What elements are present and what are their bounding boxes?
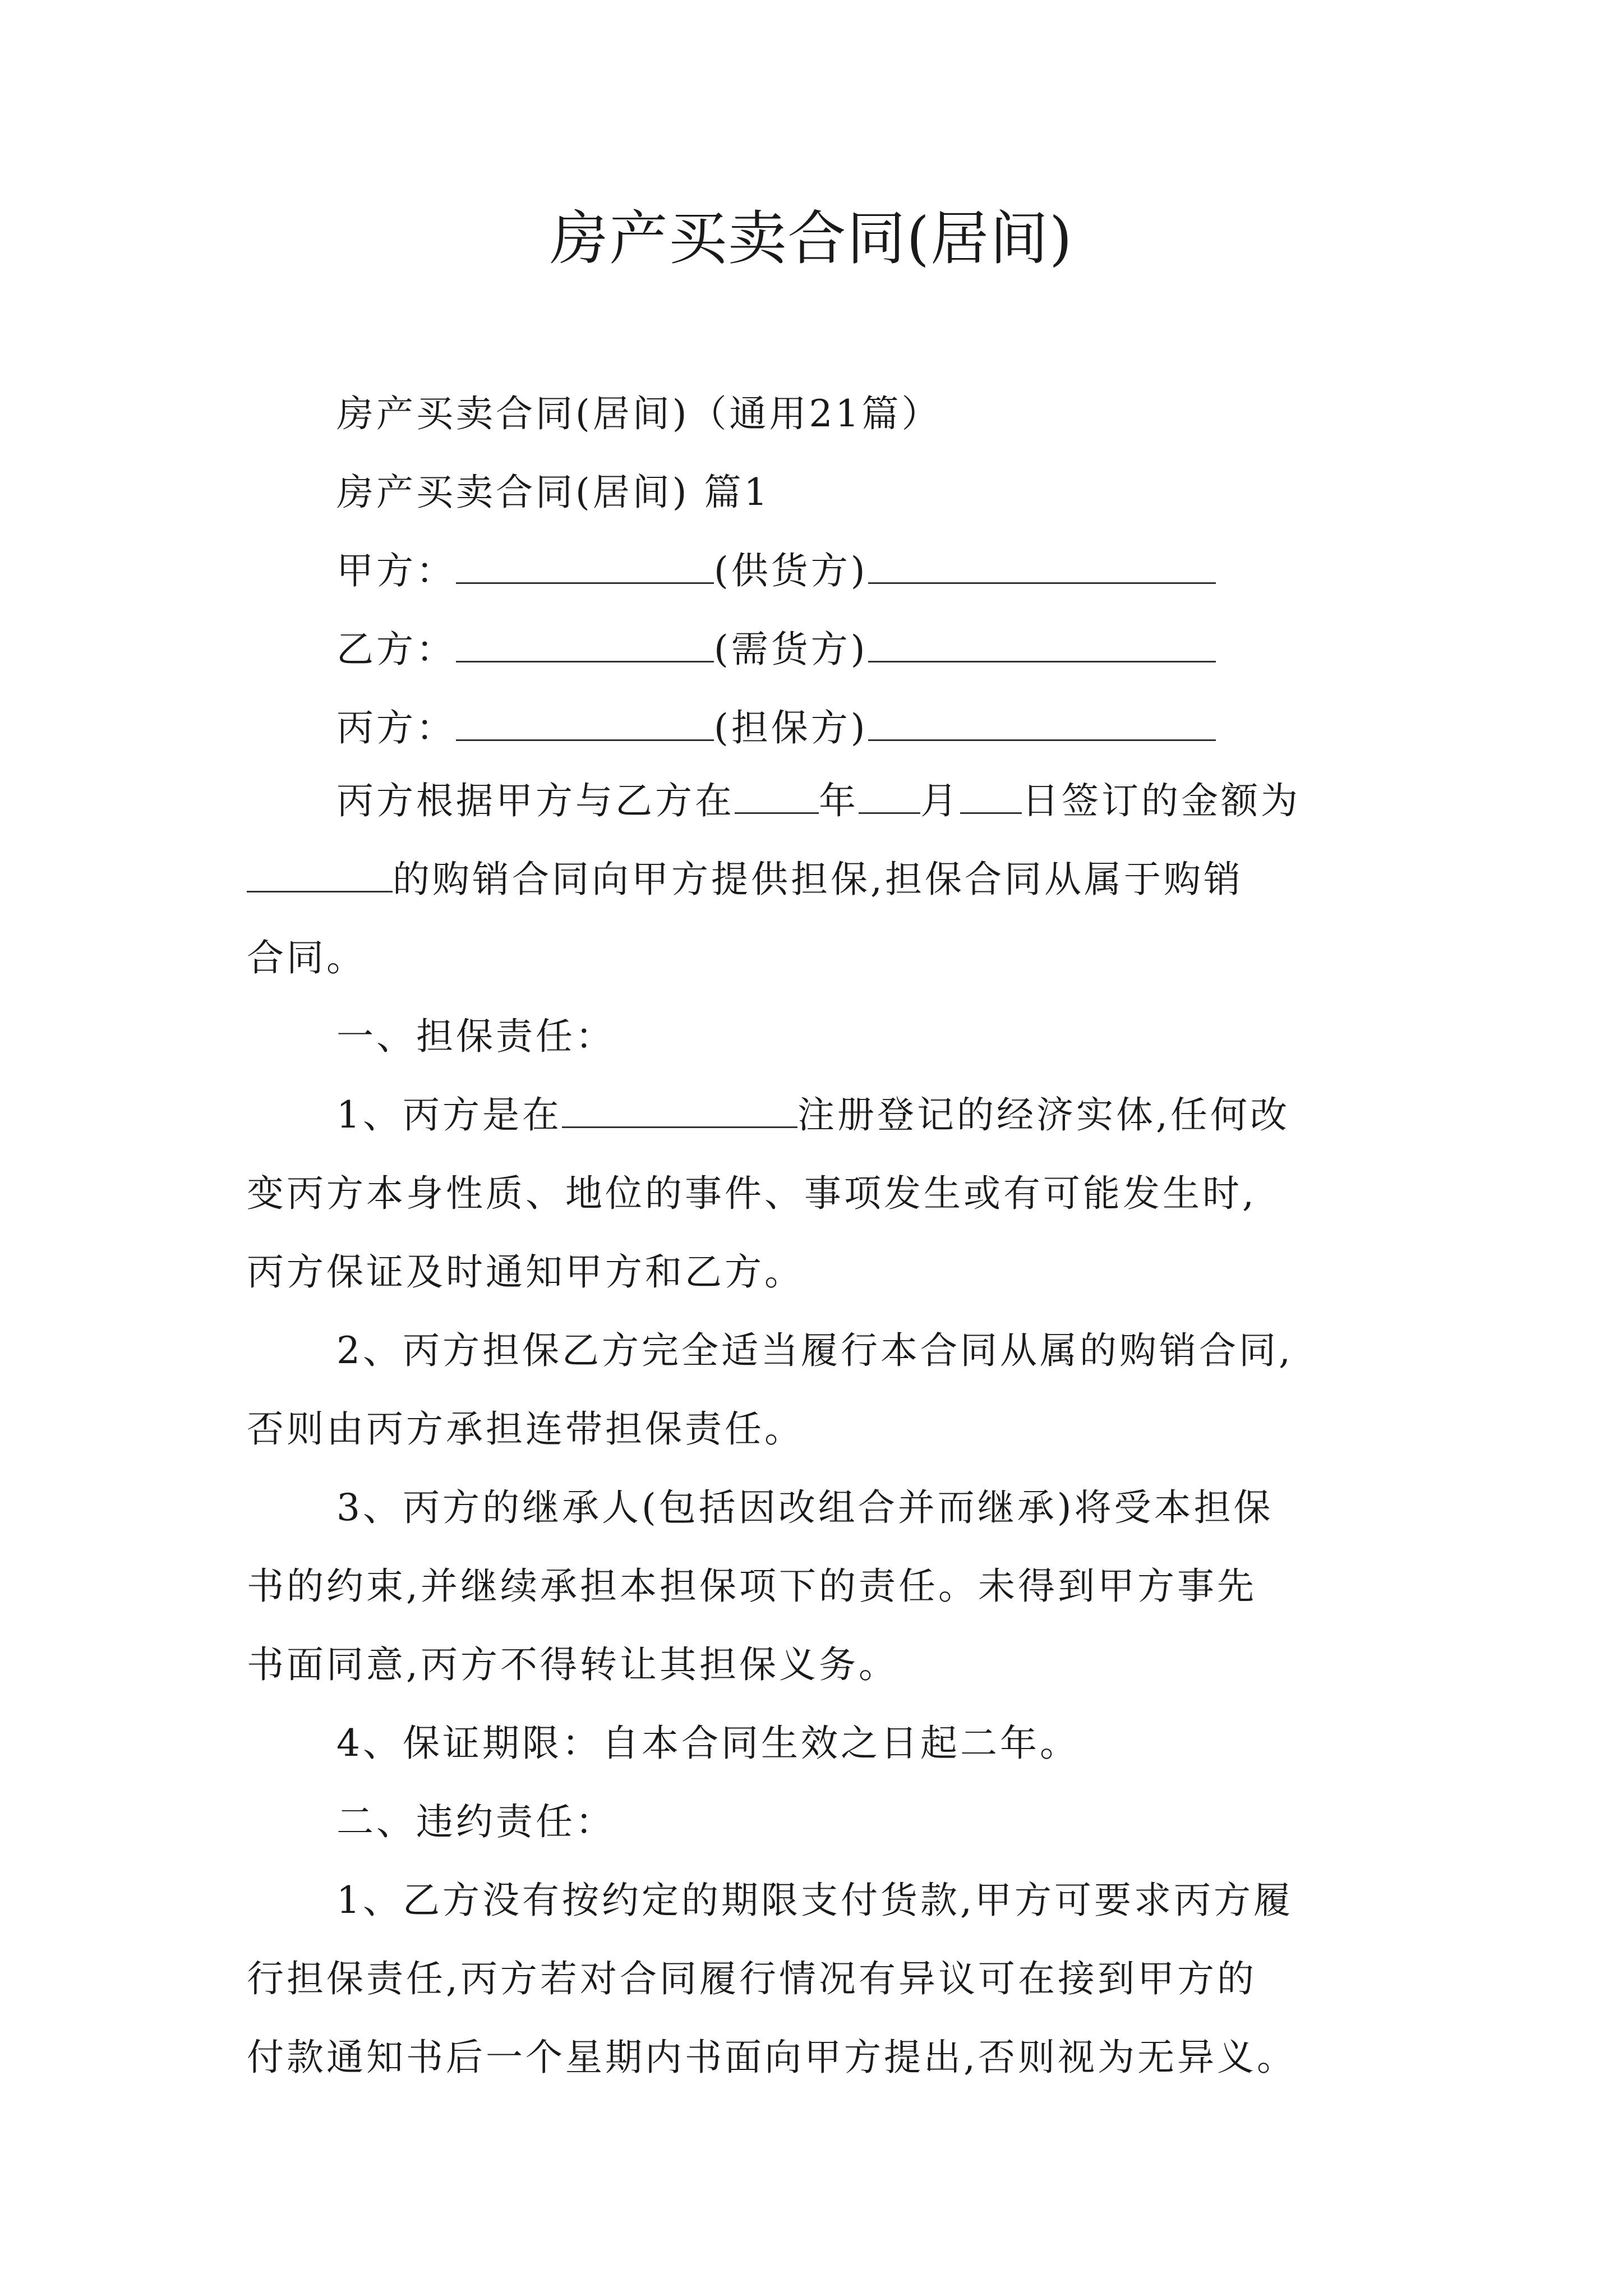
party-yi-line [336, 622, 1216, 678]
party-label: 丙方： [336, 706, 456, 749]
party-label: 乙方： [336, 628, 456, 671]
blank-field [868, 543, 1216, 584]
s2-item1-line-3: 付款通知书后一个星期内书面向甲方提出,否则视为无异义。 [247, 2036, 1297, 2079]
collection-heading: 房产买卖合同(居间)（通用21篇） [336, 392, 942, 435]
s1-item4: 4、保证期限：自本合同生效之日起二年。 [336, 1722, 1080, 1765]
intro-text: 日签订的金额为 [1022, 779, 1301, 822]
s2-item1-line-2: 行担保责任,丙方若对合同履行情况有异议可在接到甲方的 [247, 1957, 1257, 2000]
blank-field [456, 543, 714, 584]
blank-field [868, 700, 1216, 741]
s1-item2-line-2: 否则由丙方承担连带担保责任。 [247, 1407, 804, 1451]
blank-month [859, 773, 920, 814]
s1-item2-line-1: 2、丙方担保乙方完全适当履行本合同从属的购销合同, [336, 1329, 1293, 1372]
blank-field [868, 622, 1216, 662]
party-jia-line [336, 543, 1216, 599]
party-label: 甲方： [336, 549, 456, 592]
section-1-title: 一、担保责任： [336, 1015, 615, 1058]
intro-text: 年 [819, 779, 859, 822]
party-role: (供货方) [714, 549, 868, 592]
s1-item1-line-1 [336, 1087, 1290, 1143]
intro-text: 月 [920, 779, 960, 822]
blank-field [456, 622, 714, 662]
s1-item1-line-3: 丙方保证及时通知甲方和乙方。 [247, 1250, 804, 1294]
item-text: 注册登记的经济实体,任何改 [797, 1093, 1290, 1137]
item-text: 1、丙方是在 [336, 1093, 562, 1137]
intro-line-1 [336, 773, 1301, 829]
blank-year [735, 773, 819, 814]
intro-text: 的购销合同向甲方提供担保,担保合同从属于购销 [393, 858, 1243, 901]
s2-item1-line-1: 1、乙方没有按约定的期限支付货款,甲方可要求丙方履 [336, 1879, 1293, 1922]
party-role: (需货方) [714, 628, 868, 671]
article-heading: 房产买卖合同(居间) 篇1 [336, 471, 771, 514]
party-bing-line [336, 700, 1216, 756]
blank-day [960, 773, 1022, 814]
blank-field [456, 700, 714, 741]
blank-place [562, 1087, 797, 1128]
s1-item1-line-2: 变丙方本身性质、地位的事件、事项发生或有可能发生时, [247, 1172, 1257, 1215]
s1-item3-line-1: 3、丙方的继承人(包括因改组合并而继承)将受本担保 [336, 1486, 1274, 1529]
intro-text: 丙方根据甲方与乙方在 [336, 779, 735, 822]
s1-item3-line-2: 书的约束,并继续承担本担保项下的责任。未得到甲方事先 [247, 1565, 1257, 1608]
blank-amount [247, 852, 393, 892]
intro-line-3: 合同。 [247, 936, 366, 979]
party-role: (担保方) [714, 706, 868, 749]
document-title: 房产买卖合同(居间) [550, 204, 1073, 273]
section-2-title: 二、违约责任： [336, 1800, 615, 1843]
intro-line-2 [247, 852, 1243, 908]
s1-item3-line-3: 书面同意,丙方不得转让其担保义务。 [247, 1643, 898, 1686]
